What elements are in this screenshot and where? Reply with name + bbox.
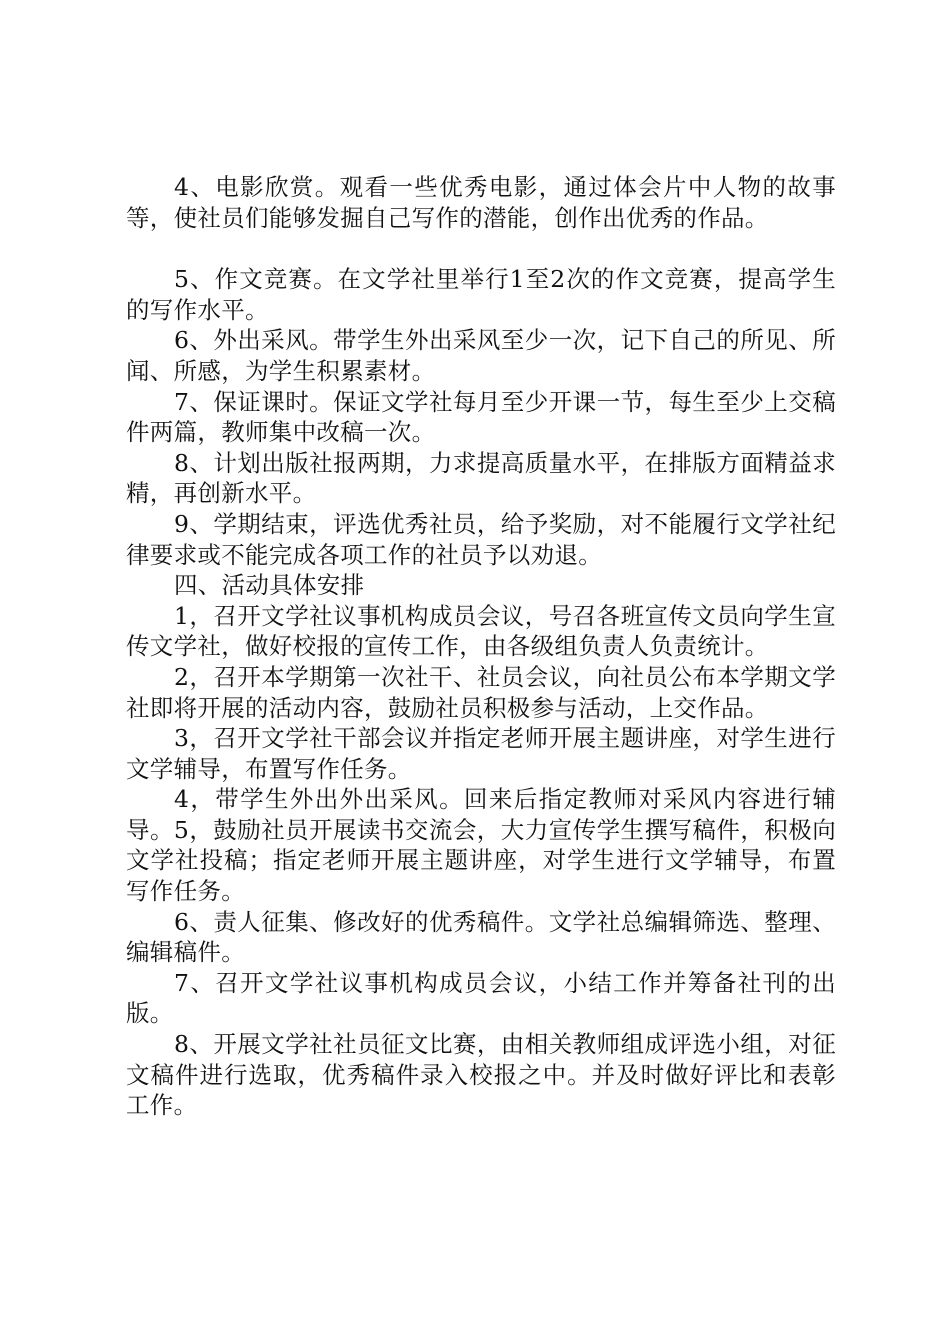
schedule-item-3: 3，召开文学社干部会议并指定老师开展主题讲座，对学生进行文学辅导，布置写作任务。: [126, 724, 836, 783]
schedule-item-4-5: 4，带学生外出外出采风。回来后指定教师对采风内容进行辅导。5，鼓励社员开展读书交流会，大力宣传学生撰写稿件，积极向文学社投稿；指定老师开展主题讲座，对学生进行文学辅导，布置写作任务。: [126, 785, 836, 906]
schedule-item-8: 8、开展文学社社员征文比赛，由相关教师组成评选小组，对征文稿件进行选取，优秀稿件录入校报之中。并及时做好评比和表彰工作。: [126, 1030, 836, 1120]
paragraph-movie-appreciation: 4、电影欣赏。观看一些优秀电影，通过体会片中人物的故事等，使社员们能够发掘自己写作的潜能，创作出优秀的作品。: [126, 173, 836, 232]
paragraph-field-trip: 6、外出采风。带学生外出采风至少一次，记下自己的所见、所闻、所感，为学生积累素材。: [126, 326, 836, 385]
paragraph-term-end: 9、学期结束，评选优秀社员，给予奖励，对不能履行文学社纪律要求或不能完成各项工作的社员予以劝退。: [126, 509, 836, 569]
paragraph-essay-competition: 5、作文竞赛。在文学社里举行1至2次的作文竞赛，提高学生的写作水平。: [126, 265, 836, 324]
schedule-item-2: 2，召开本学期第一次社干、社员会议，向社员公布本学期文学社即将开展的活动内容，鼓励社员积极参与活动，上交作品。: [126, 662, 836, 722]
schedule-item-7: 7、召开文学社议事机构成员会议，小结工作并筹备社刊的出版。: [126, 968, 836, 1028]
document-body: [126, 172, 836, 1121]
paragraph-class-hours: 7、保证课时。保证文学社每月至少开课一节，每生至少上交稿件两篇，教师集中改稿一次。: [126, 387, 836, 447]
paragraph-spacer: [126, 233, 836, 264]
paragraph-newspaper: 8、计划出版社报两期，力求提高质量水平，在排版方面精益求精，再创新水平。: [126, 448, 836, 508]
section-heading-schedule: 四、活动具体安排: [174, 571, 365, 600]
schedule-item-6: 6、责人征集、修改好的优秀稿件。文学社总编辑筛选、整理、编辑稿件。: [126, 907, 836, 967]
schedule-item-1: 1，召开文学社议事机构成员会议，号召各班宣传文员向学生宣传文学社，做好校报的宣传工作，由各级组负责人负责统计。: [126, 601, 836, 661]
